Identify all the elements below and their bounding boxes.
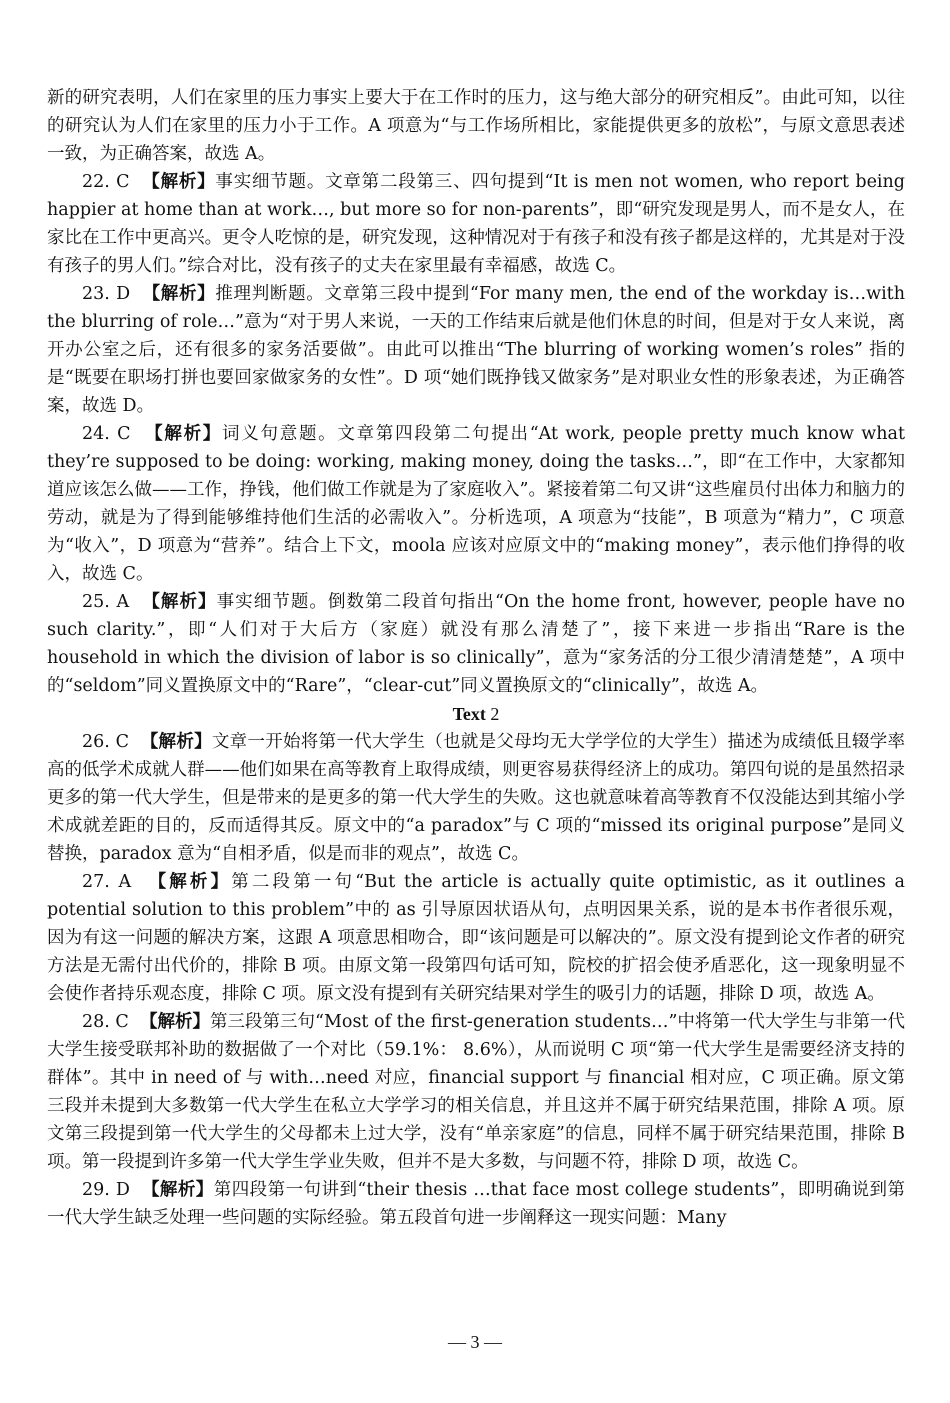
answer-explanation: 推理判断题。文章第三段中提到“For many men, the end of the workday is…with the blurring of role…”意为“对于男人来说，一天的工作结束后就是他们休息的时间，但是对于女人来说，离开办公室之后，还有很多的家务活要做”。由此可以推出“The blurring of working women’s roles” 指的是“既要在职场打拼也要回家做家务的女性”。D 项“她们既挣钱又做家务”是对职业女性的形象表述，为正确答案，故选 D。 (47, 284, 905, 416)
page-number: — 3 — (448, 1332, 502, 1352)
answer-explanation: 第四段第一句讲到“their thesis …that face most college students”，即明确说到第一代大学生缺乏处理一些问题的实际经验。第五段首句进一步阐释这一现实问题：Many (47, 1180, 905, 1228)
analysis-label: 【解析】 (141, 1180, 214, 1200)
answer-number: 25. A (82, 592, 130, 612)
document-page (47, 84, 905, 1232)
answer-explanation: 事实细节题。文章第二段第三、四句提到“It is men not women, who report being happier at home than at work…, but more so for non-parents”，即“研究发现是男人，而不是女人，在家比在工作中更高兴。更令人吃惊的是，研究发现，这种情况对于有孩子和没有孩子都是这样的，尤其是对于没有孩子的男人们。”综合对比，没有孩子的丈夫在家里最有幸福感，故选 C。 (47, 172, 906, 276)
answer-item-29 (47, 1176, 905, 1232)
analysis-label: 【解析】 (142, 284, 216, 304)
answer-item-25 (47, 588, 905, 700)
answer-number: 27. A (82, 872, 132, 892)
answer-number: 23. D (82, 284, 131, 304)
analysis-label: 【解析】 (142, 172, 216, 192)
answer-item-23 (47, 280, 905, 420)
answer-explanation: 文章一开始将第一代大学生（也就是父母均无大学学位的大学生）描述为成绩低且辍学率高的低学术成就人群——他们如果在高等教育上取得成绩，则更容易获得经济上的成功。第四句说的是虽然招录更多的第一代大学生，但是带来的是更多的第一代大学生的失败。这也就意味着高等教育不仅没能达到其缩小学术成就差距的目的，反而适得其反。原文中的“a paradox”与 C 项的“missed its original purpose”是同义替换，paradox 意为“自相矛盾，似是而非的观点”，故选 C。 (47, 732, 905, 864)
answer-item-22 (47, 168, 905, 280)
answer-number: 22. C (82, 172, 130, 192)
answer-item-28 (47, 1008, 905, 1176)
answer-number: 26. C (82, 732, 130, 752)
answer-number: 24. C (82, 424, 131, 444)
section-number: 2 (490, 704, 500, 724)
answer-explanation: 词义句意题。文章第四段第二句提出“At work, people pretty much know what they’re supposed to be doing: working, making money, doing the tasks…”，即“在工作中，大家都知道应该怎么做——工作，挣钱，他们做工作就是为了家庭收入”。紧接着第二句又讲“这些雇员付出体力和脑力的劳动，就是为了得到能够维持他们生活的必需收入”。分析选项，A 项意为“技能”，B 项意为“精力”，C 项意为“收入”，D 项意为“营养”。结合上下文，moola 应该对应原文中的“making money”，表示他们挣得的收入，故选 C。 (47, 424, 905, 584)
analysis-label: 【解析】 (145, 424, 223, 444)
answer-explanation: 事实细节题。倒数第二段首句指出“On the home front, however, people have no such clarity.”，即“人们对于大后方（家庭）就没有那么清楚了”，接下来进一步指出“Rare is the household in which the division of labor is so clinically”，意为“家务活的分工很少清清楚楚”，A 项中的“seldom”同义置换原文中的“Rare”，“clear-cut”同义置换原文的“clinically”，故选 A。 (47, 592, 905, 696)
section-heading (47, 700, 905, 728)
section-title-text: Text (452, 704, 486, 724)
analysis-label: 【解析】 (139, 1012, 210, 1032)
analysis-label: 【解析】 (142, 592, 217, 612)
answers-text2 (47, 728, 905, 1232)
answer-explanation: 第二段第一句“But the article is actually quite optimistic, as it outlines a potential solution to this problem”中的 as 引导原因状语从句，点明因果关系，说的是本书作者很乐观，因为有这一问题的解决方案，这跟 A 项意思相吻合，即“该问题是可以解决的”。原文没有提到论文作者的研究方法是无需付出代价的，排除 B 项。由原文第一段第四句话可知，院校的扩招会使矛盾恶化，这一现象明显不会使作者持乐观态度，排除 C 项。原文没有提到有关研究结果对学生的吸引力的话题，排除 D 项，故选 A。 (47, 872, 905, 1004)
answer-number: 28. C (82, 1012, 129, 1032)
answer-number: 29. D (82, 1180, 130, 1200)
analysis-label: 【解析】 (140, 732, 212, 752)
answer-item-27 (47, 868, 905, 1008)
intro-paragraph: 新的研究表明，人们在家里的压力事实上要大于在工作时的压力，这与绝大部分的研究相反”。由此可知，以往的研究认为人们在家里的压力小于工作。A 项意为“与工作场所相比，家能提供更多的放松”，与原文意思表述一致，为正确答案，故选 A。 (47, 88, 905, 164)
answers-text1 (47, 168, 905, 700)
answer-explanation: 第三段第三句“Most of the first-generation students…”中将第一代大学生与非第一代大学生接受联邦补助的数据做了一个对比（59.1%： 8.6%），从而说明 C 项“第一代大学生是需要经济支持的群体”。其中 in need of 与 with…need 对应，financial support 与 financial 相对应，C 项正确。原文第三段并未提到大多数第一代大学生在私立大学学习的相关信息，并且这并不属于研究结果范围，排除 A 项。原文第三段提到第一代大学生的父母都未上过大学，没有“单亲家庭”的信息，同样不属于研究结果范围，排除 B 项。第一段提到许多第一代大学生学业失败，但并不是大多数，与问题不符，排除 D 项，故选 C。 (47, 1012, 905, 1172)
answer-item-26 (47, 728, 905, 868)
answer-item-24 (47, 420, 905, 588)
analysis-label: 【解析】 (148, 872, 232, 892)
